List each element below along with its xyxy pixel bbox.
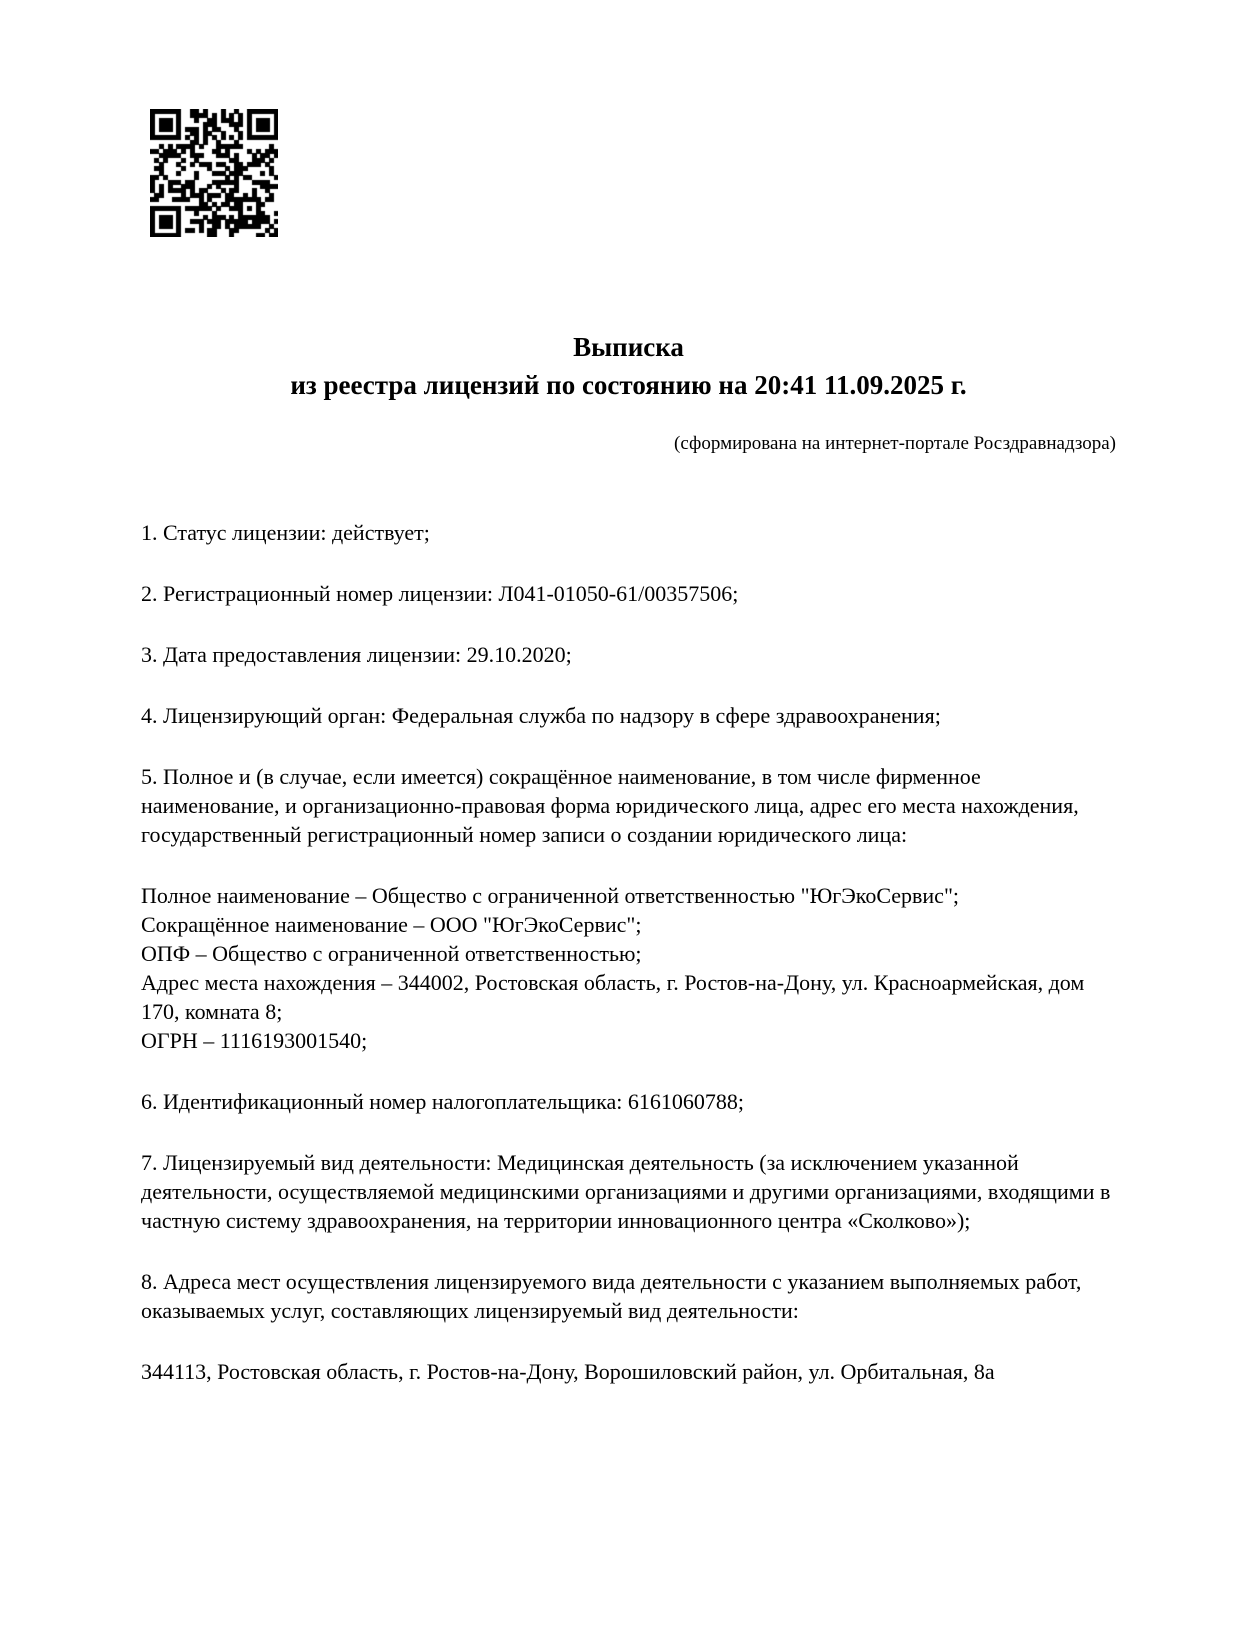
org-short-name: Сокращённое наименование – ООО "ЮгЭкоСервис"; (141, 912, 642, 937)
org-address: Адрес места нахождения – 344002, Ростовская область, г. Ростов-на-Дону, ул. Красноармейская, дом 170, комната 8; (141, 970, 1085, 1024)
document-title (141, 328, 1116, 404)
document-content (141, 0, 1116, 1386)
org-ogrn: ОГРН – 1116193001540; (141, 1028, 368, 1053)
license-status: 1. Статус лицензии: действует; (141, 520, 430, 545)
title-line-1: Выписка (573, 332, 684, 362)
licensed-activity: 7. Лицензируемый вид деятельности: Медицинская деятельность (за исключением указанной деятельности, осуществляемой медицинскими организациями и другими организациями, входящими в частную систему здравоохранения, на территории инновационного центра «Сколково»); (141, 1150, 1111, 1233)
licensing-authority: 4. Лицензирующий орган: Федеральная служба по надзору в сфере здравоохранения; (141, 703, 941, 728)
title-line-2: из реестра лицензий по состоянию на 20:41 11.09.2025 г. (290, 370, 967, 400)
document-body (141, 518, 1116, 1386)
org-legal-form: ОПФ – Общество с ограниченной ответственностью; (141, 941, 642, 966)
activity-address: 344113, Ростовская область, г. Ростов-на-Дону, Ворошиловский район, ул. Орбитальная, 8а (141, 1359, 995, 1384)
document-subtitle: (сформирована на интернет-портале Росздравнадзора) (674, 433, 1116, 454)
license-registration-number: 2. Регистрационный номер лицензии: Л041-01050-61/00357506; (141, 581, 739, 606)
activity-addresses-heading: 8. Адреса мест осуществления лицензируемого вида деятельности с указанием выполняемых работ, оказываемых услуг, составляющих лицензируемый вид деятельности: (141, 1269, 1082, 1323)
org-info-heading: 5. Полное и (в случае, если имеется) сокращённое наименование, в том числе фирменное наименование, и организационно-правовая форма юридического лица, адрес его места нахождения, государственный регистрационный номер записи о создании юридического лица: (141, 764, 1079, 847)
org-full-name: Полное наименование – Общество с ограниченной ответственностью "ЮгЭкоСервис"; (141, 883, 960, 908)
org-info-block (141, 881, 1116, 1055)
license-grant-date: 3. Дата предоставления лицензии: 29.10.2020; (141, 642, 572, 667)
taxpayer-number: 6. Идентификационный номер налогоплательщика: 6161060788; (141, 1089, 744, 1114)
